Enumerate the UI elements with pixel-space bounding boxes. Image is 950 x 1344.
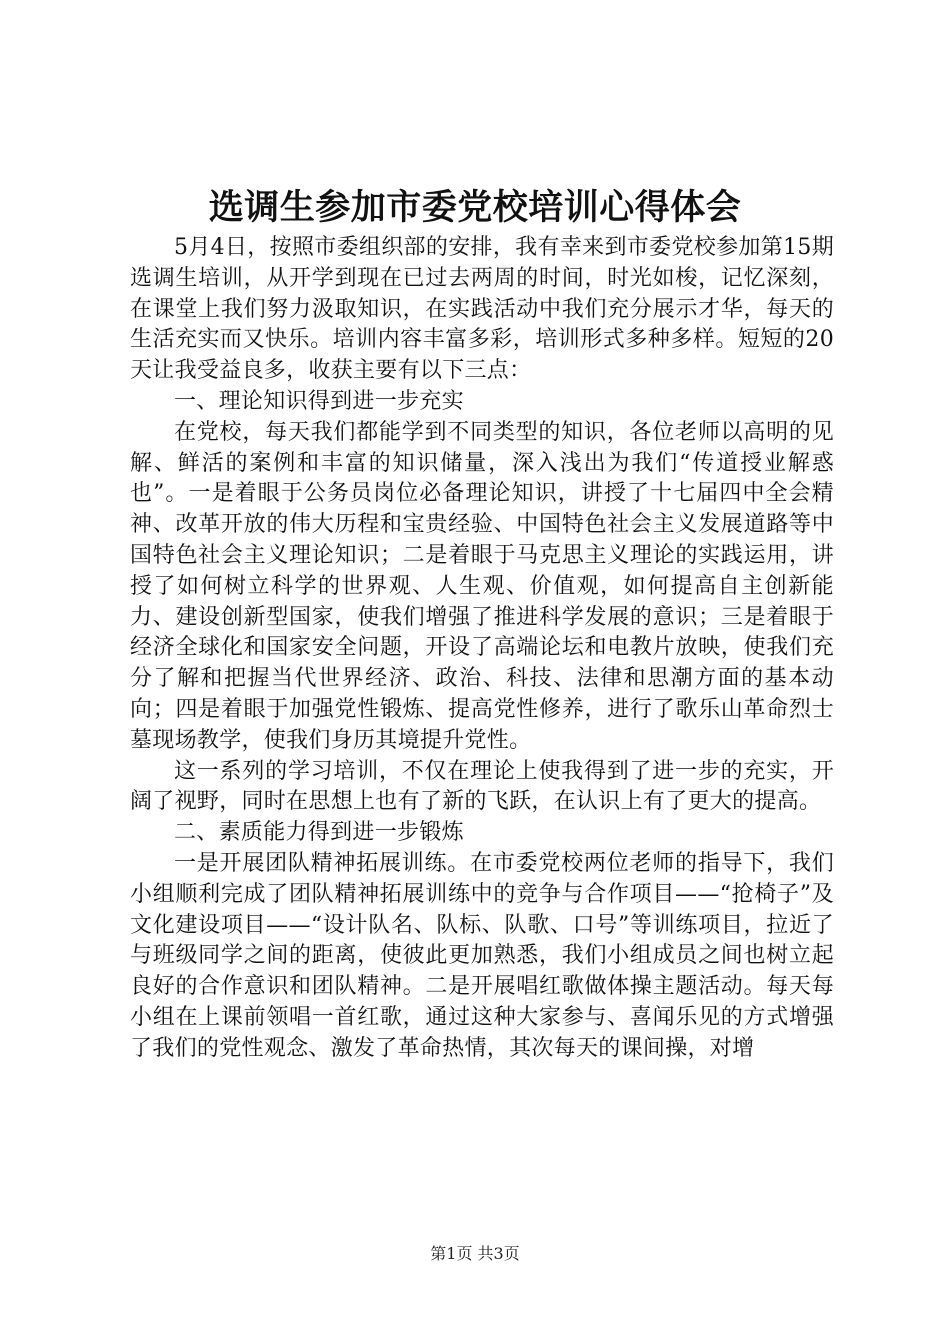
paragraph-intro: 5月4日，按照市委组织部的安排，我有幸来到市委党校参加第15期选调生培训，从开学到现在已过去两周的时间，时光如梭，记忆深刻，在课堂上我们努力汲取知识，在实践活动中我们充分展示才华，每天的生活充实而又快乐。培训内容丰富多彩，培训形式多种多样。短短的20天让我受益良多，收获主要有以下三点： bbox=[130, 235, 834, 384]
page-number-footer: 第1页 共3页 bbox=[430, 1244, 520, 1263]
paragraph-theory-summary: 这一系列的学习培训，不仅在理论上使我得到了进一步的充实，开阔了视野，同时在思想上也有了新的飞跃，在认识上有了更大的提高。 bbox=[130, 758, 834, 815]
section-heading-2: 二、素质能力得到进一步锻炼 bbox=[174, 820, 464, 846]
paragraph-theory: 在党校，每天我们都能学到不同类型的知识，各位老师以高明的见解、鲜活的案例和丰富的知识储量，深入浅出为我们“传道授业解惑也”。一是着眼于公务员岗位必备理论知识，讲授了十七届四中全会精神、改革开放的伟大历程和宝贵经验、中国特色社会主义发展道路等中国特色社会主义理论知识；二是着眼于马克思主义理论的实践运用，讲授了如何树立科学的世界观、人生观、价值观，如何提高自主创新能力、建设创新型国家，使我们增强了推进科学发展的意识；三是着眼于经济全球化和国家安全问题，开设了高端论坛和电教片放映，使我们充分了解和把握当代世界经济、政治、科技、法律和思潮方面的基本动向；四是着眼于加强党性锻炼、提高党性修养，进行了歌乐山革命烈士墓现场教学，使我们身历其境提升党性。 bbox=[130, 419, 834, 753]
section-heading-1: 一、理论知识得到进一步充实 bbox=[174, 388, 464, 414]
paragraph-ability: 一是开展团队精神拓展训练。在市委党校两位老师的指导下，我们小组顺利完成了团队精神拓展训练中的竞争与合作项目——“抢椅子”及文化建设项目——“设计队名、队标、队歌、口号”等训练项目，拉近了与班级同学之间的距离，使彼此更加熟悉，我们小组成员之间也树立起良好的合作意识和团队精神。二是开展唱红歌做体操主题活动。每天每小组在上课前领唱一首红歌，通过这种大家参与、喜闻乐见的方式增强了我们的党性观念、激发了革命热情，其次每天的课间操，对增 bbox=[130, 850, 834, 1061]
document-title: 选调生参加市委党校培训心得体会 bbox=[208, 188, 742, 228]
document-body bbox=[130, 233, 834, 1065]
